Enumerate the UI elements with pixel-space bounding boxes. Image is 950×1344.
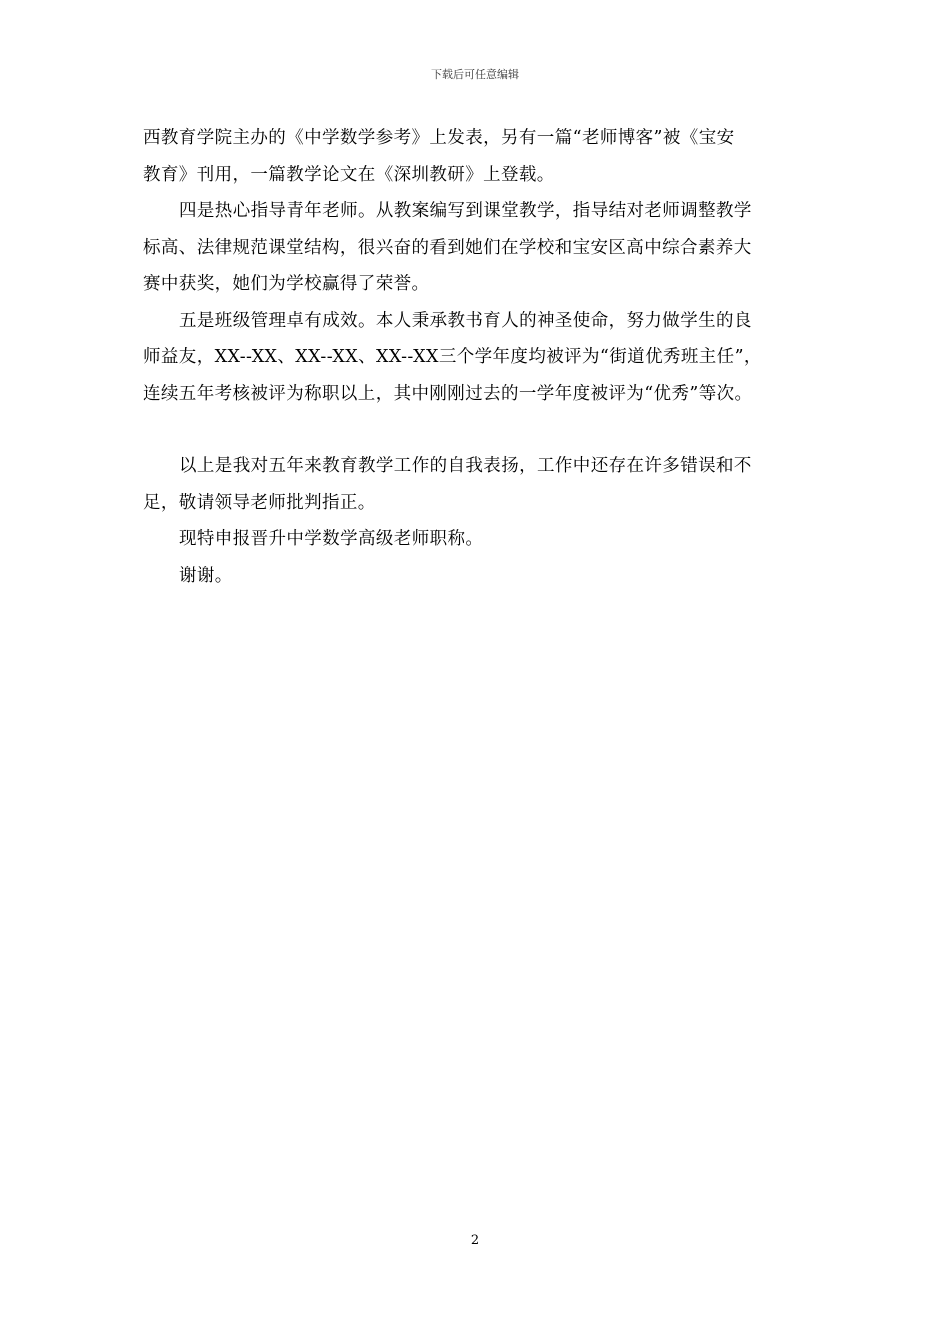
paragraph-line: 赛中获奖，她们为学校赢得了荣誉。 xyxy=(143,274,430,294)
page-number: 2 xyxy=(470,1233,480,1248)
paragraph-line: 西教育学院主办的《中学数学参考》上发表，另有一篇“老师博客”被《宝安 xyxy=(143,128,735,148)
paragraph-line: 连续五年考核被评为称职以上，其中刚刚过去的一学年度被评为“优秀”等次。 xyxy=(143,383,753,404)
paragraph-class-management xyxy=(143,303,811,413)
paragraph-line: 现特申报晋升中学数学高级老师职称。 xyxy=(179,529,484,549)
paragraph-summary xyxy=(143,448,811,521)
document-body xyxy=(143,120,811,594)
paragraph-publications-continued xyxy=(143,120,811,193)
paragraph-line: 谢谢。 xyxy=(179,565,233,586)
paragraph-mentoring xyxy=(143,193,811,303)
paragraph-spacer xyxy=(143,412,811,448)
paragraph-closing xyxy=(143,558,811,595)
paragraph-line: 五是班级管理卓有成效。本人秉承教书育人的神圣使命，努力做学生的良 xyxy=(179,310,752,331)
paragraph-line: 师益友，XX--XX、XX--XX、XX--XX三个学年度均被评为“街道优秀班主任”， xyxy=(143,347,762,367)
paragraph-line: 四是热心指导青年老师。从教案编写到课堂教学，指导结对老师调整教学 xyxy=(179,201,752,221)
page-header: 下载后可任意编辑 xyxy=(431,68,519,81)
paragraph-line: 教育》刊用，一篇教学论文在《深圳教研》上登载。 xyxy=(143,164,555,185)
paragraph-line: 足，敬请领导老师批判指正。 xyxy=(143,492,376,513)
paragraph-line: 以上是我对五年来教育教学工作的自我表扬，工作中还存在许多错误和不 xyxy=(179,456,752,476)
paragraph-application xyxy=(143,521,811,558)
paragraph-line: 标高、法律规范课堂结构，很兴奋的看到她们在学校和宝安区高中综合素养大 xyxy=(143,237,752,258)
